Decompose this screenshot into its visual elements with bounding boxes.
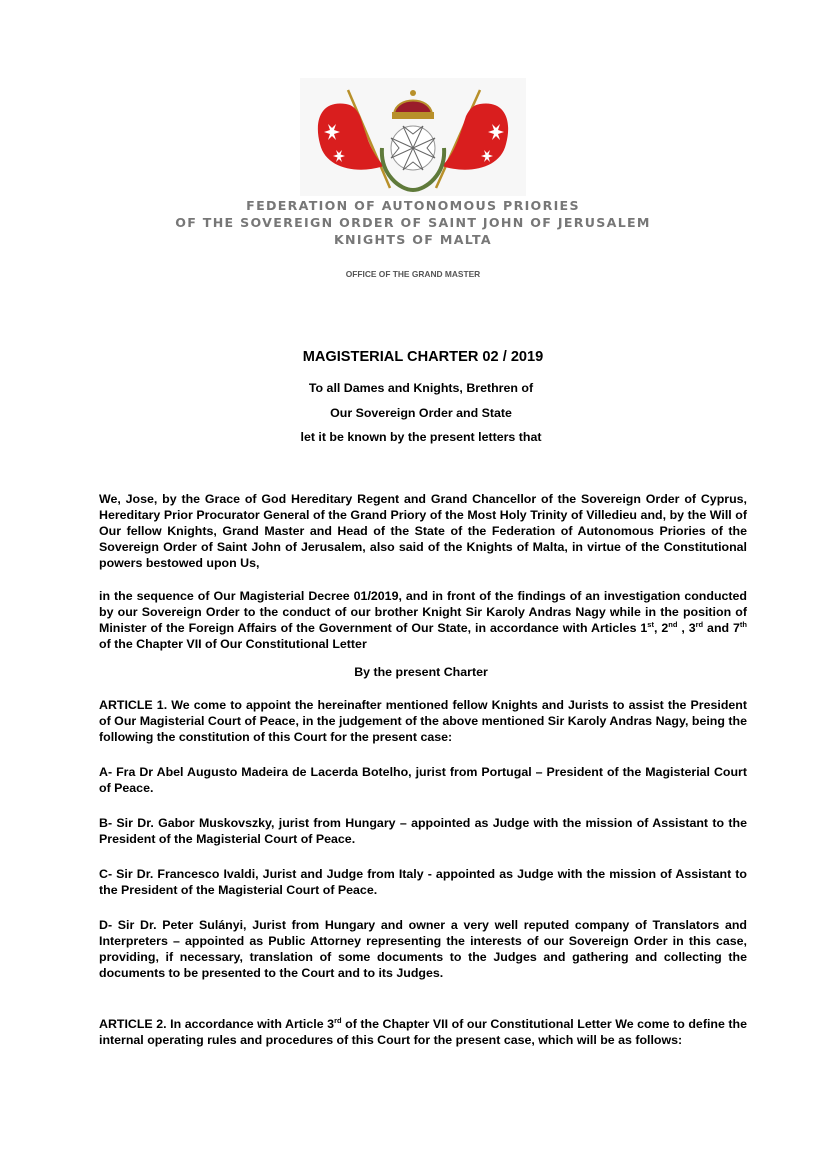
- charter-title: MAGISTERIAL CHARTER 02 / 2019: [302, 349, 544, 365]
- article-1-paragraph: ARTICLE 1. We come to appoint the hereinafter mentioned fellow Knights and Jurists to assist the President of Our Magisterial Court of Peace, in the judgement of the above mentioned Sir Karoly Andras Nagy, being the following the constitution of this Court for the present case:: [99, 698, 747, 745]
- sequence-text: in the sequence of Our Magisterial Decree 01/2019, and in front of the findings of an investigation conducted by our Sovereign Order to the conduct of our brother Knight Sir Karoly Andras Nagy while in the position of Minister of the Foreign Affairs of the Government of Our State, in accordance with Articles 1: [99, 589, 747, 636]
- office-label: OFFICE OF THE GRAND MASTER: [345, 269, 481, 279]
- sup-nd: nd: [668, 620, 678, 630]
- appointee-b: B- Sir Dr. Gabor Muskovszky, jurist from Hungary – appointed as Judge with the mission of Assistant to the President of the Magisterial Court of Peace.: [99, 816, 747, 847]
- address-line-1: To all Dames and Knights, Brethren of: [308, 381, 534, 395]
- sup-th: th: [739, 620, 748, 630]
- maltese-cross-icon: [391, 126, 435, 170]
- crest-emblem: [300, 78, 526, 196]
- address-line-3: let it be known by the present letters that: [300, 430, 542, 444]
- by-present-charter: By the present Charter: [354, 665, 488, 679]
- preamble-paragraph: We, Jose, by the Grace of God Hereditary Regent and Grand Chancellor of the Sovereign Order of Cyprus, Hereditary Prior Procurator General of the Grand Priory of the Most Holy Trinity of Villedieu and, by the Will of Our fellow Knights, Grand Master and Head of the State of the Federation of Autonomous Priories of the Sovereign Order of Saint John of Jerusalem, also said of the Knights of Malta, in virtue of the Constitutional powers bestowed upon Us,: [99, 492, 747, 571]
- appointee-d: D- Sir Dr. Peter Sulányi, Jurist from Hungary and owner a very well reputed company of Translators and Interpreters – appointed as Public Attorney representing the interests of our Sovereign Order in this case, providing, if necessary, translation of some documents to the Judges and gathering and collecting the documents to be presented to the Court and to its Judges.: [99, 918, 747, 981]
- sup-rd: rd: [695, 620, 704, 630]
- article-2-tail: of the Chapter VII of our Constitutional Letter We come to define the internal operating rules and procedures of this Court for the present case, which will be as follows:: [99, 1017, 747, 1048]
- sequence-sep-2: , 3: [677, 621, 696, 636]
- sequence-paragraph: [99, 588, 747, 652]
- org-name-line-2: OF THE SOVEREIGN ORDER OF SAINT JOHN OF JERUSALEM: [175, 215, 651, 230]
- sup-st: st: [647, 620, 654, 630]
- org-name-line-1: FEDERATION OF AUTONOMOUS PRIORIES: [246, 198, 580, 213]
- article-2-paragraph: [99, 1016, 747, 1048]
- appointee-c: C- Sir Dr. Francesco Ivaldi, Jurist and Judge from Italy - appointed as Judge with the mission of Assistant to the President of the Magisterial Court of Peace.: [99, 867, 747, 898]
- article-2-head: ARTICLE 2. In accordance with Article 3: [99, 1017, 335, 1031]
- sequence-tail: of the Chapter VII of Our Constitutional Letter: [99, 637, 367, 652]
- address-line-2: Our Sovereign Order and State: [330, 406, 512, 420]
- sequence-sep-3: and 7: [703, 621, 740, 636]
- sequence-sep-1: , 2: [653, 621, 669, 636]
- org-name-line-3: KNIGHTS OF MALTA: [334, 232, 492, 247]
- sup-rd-2: rd: [334, 1016, 342, 1025]
- appointee-a: A- Fra Dr Abel Augusto Madeira de Lacerda Botelho, jurist from Portugal – President of the Magisterial Court of Peace.: [99, 765, 747, 796]
